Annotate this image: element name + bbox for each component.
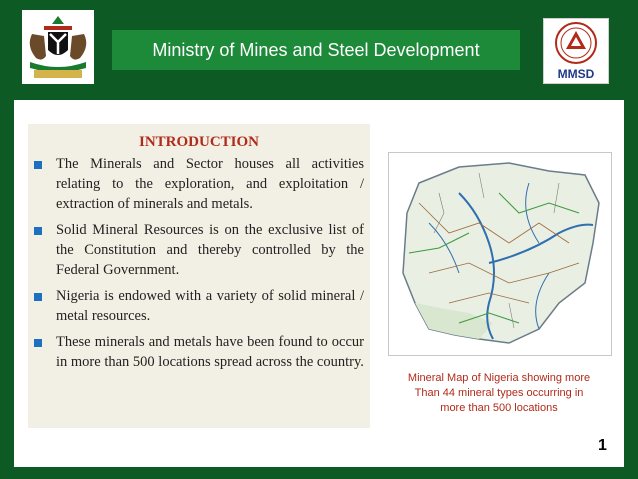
bullet-item [28,220,370,280]
left-frame [0,0,14,479]
bullet-text: The Minerals and Sector houses all activities relating to the exploration, and exploitation / extraction of minerals and metals. [56,156,364,212]
nigeria-coat-of-arms-logo [22,10,94,84]
bullet-text: Solid Mineral Resources is on the exclusive list of the Constitution and thereby controlled by the Federal Government. [56,222,364,278]
bullet-item [28,286,370,326]
map-caption-line: Than 44 mineral types occurring in [414,387,584,399]
map-caption-line: more than 500 locations [440,402,558,414]
page-number: 1 [598,437,607,454]
map-caption [390,371,608,416]
right-frame [624,0,638,479]
nigeria-mineral-map [388,152,612,356]
mmsd-logo [543,18,609,84]
introduction-heading: INTRODUCTION [138,134,259,150]
introduction-bullet-list [28,154,370,378]
bullet-item [28,332,370,372]
square-bullet-icon [34,293,42,301]
bottom-frame [0,467,638,479]
map-caption-line: Mineral Map of Nigeria showing more [407,372,591,384]
bullet-item [28,154,370,214]
square-bullet-icon [34,227,42,235]
square-bullet-icon [34,339,42,347]
title-bar [112,30,520,70]
page-title: Ministry of Mines and Steel Development [152,40,480,60]
square-bullet-icon [34,161,42,169]
bullet-text: Nigeria is endowed with a variety of solid mineral / metal resources. [56,288,364,324]
bullet-text: These minerals and metals have been found to occur in more than 500 locations spread across the country. [56,334,364,370]
mmsd-logo-text: MMSD [557,67,595,81]
introduction-panel [28,124,370,428]
